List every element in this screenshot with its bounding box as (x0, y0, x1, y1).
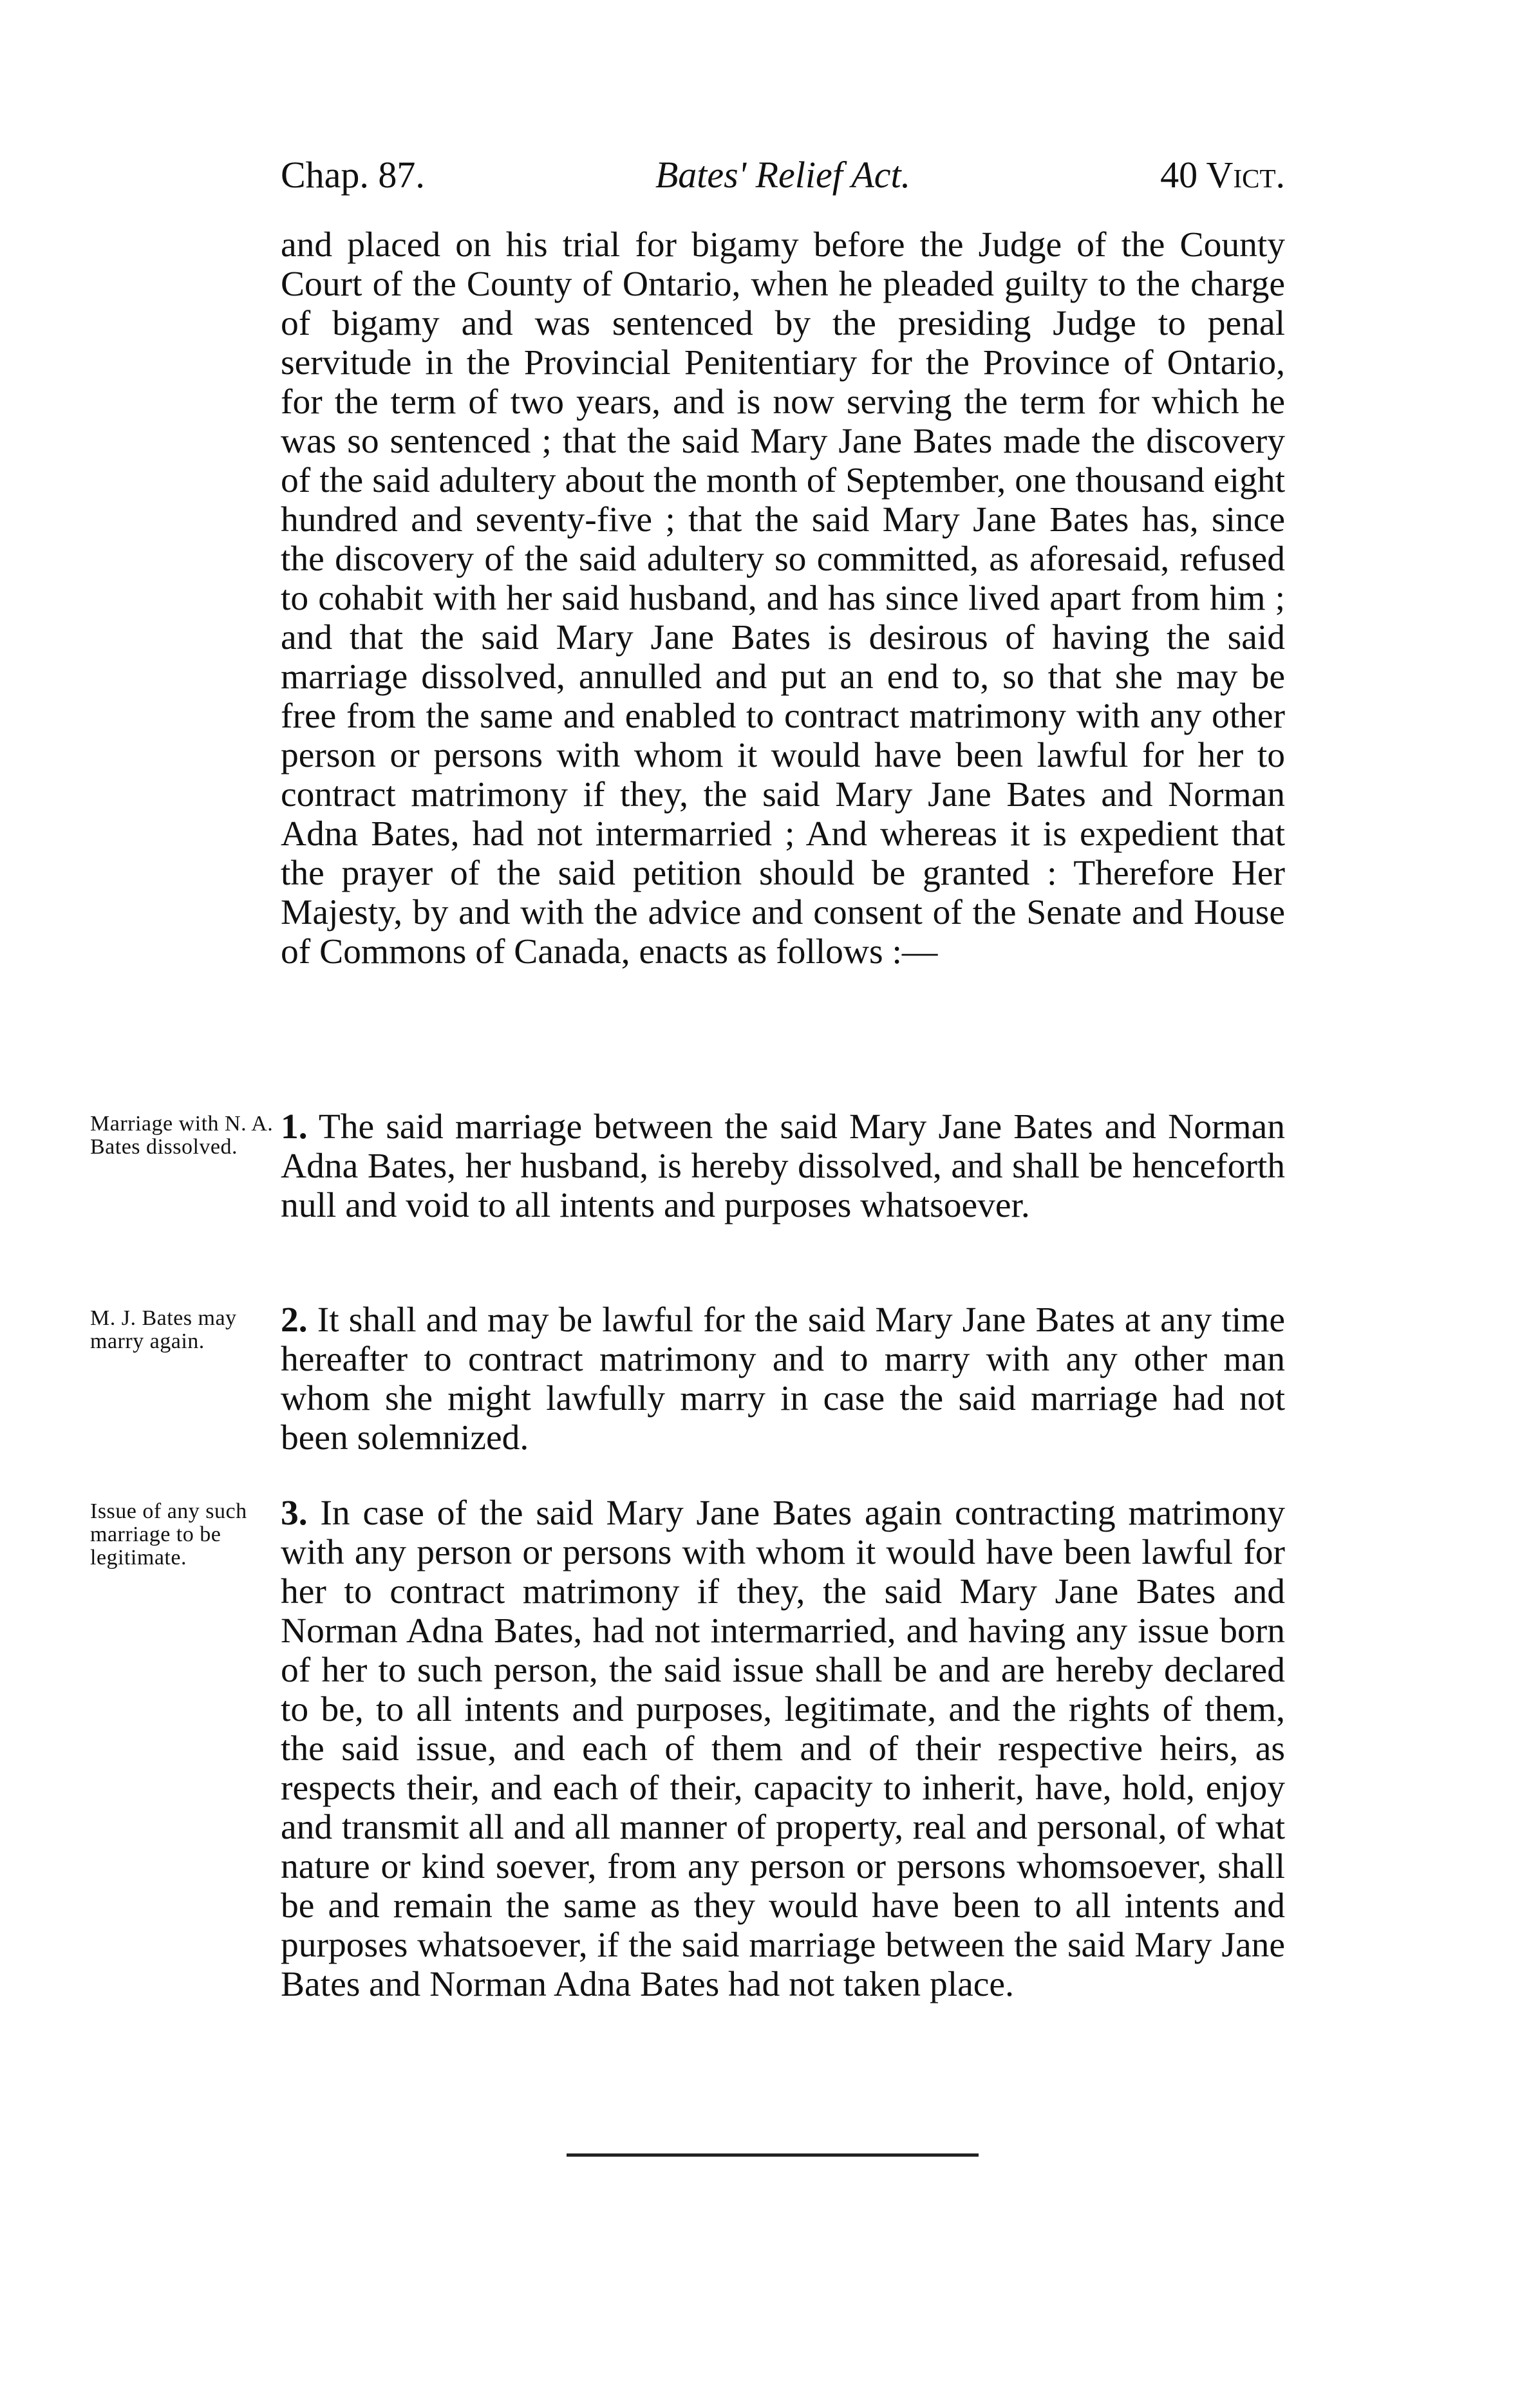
act-title: Bates' Relief Act. (655, 154, 911, 196)
regnal-year: 40 Vict. (1160, 154, 1285, 196)
section-3 (281, 1494, 1285, 2004)
section-number: 2. (281, 1300, 308, 1340)
margin-note-section-2: M. J. Bates may marry again. (90, 1306, 237, 1353)
margin-note-section-1: Marriage with N. A. Bates dissolved. (90, 1112, 274, 1159)
margin-note-section-3: Issue of any such marriage to be legitimate. (90, 1499, 247, 1570)
section-text: In case of the said Mary Jane Bates again contracting matrimony with any person or persons with whom it would have been lawful for her to contract matrimony if they, the said Mary Jane Bates and Norman Adna Bates, had not intermarried, and having any issue born of her to such person, the said issue shall be and are hereby declared to be, to all intents and purposes, legitimate, and the rights of them, the said issue, and each of them and of their respective heirs, as respects their, and each of their, capacity to inherit, have, hold, enjoy and transmit all and all manner of property, real and personal, of what nature or kind soever, from any person or persons whomsoever, shall be and remain the same as they would have been to all intents and purposes whatsoever, if the said marriage between the said Mary Jane Bates and Norman Adna Bates had not taken place. (281, 1494, 1285, 2004)
section-2 (281, 1300, 1285, 1458)
preamble-continued: and placed on his trial for bigamy before the Judge of the County Court of the County of Ontario, when he pleaded guilty to the charge of bigamy and was sentenced by the presiding Judge to penal servitude in the Provincial Penitentiary for the Province of Ontario, for the term of two years, and is now serving the term for which he was so sentenced ; that the said Mary Jane Bates made the discovery of the said adultery about the month of September, one thousand eight hundred and seventy-five ; that the said Mary Jane Bates has, since the discovery of the said adultery so committed, as aforesaid, refused to cohabit with her said husband, and has since lived apart from him ; and that the said Mary Jane Bates is desirous of having the said marriage dissolved, annulled and put an end to, so that she may be free from the same and enabled to contract matrimony with any other person or persons with whom it would have been lawful for her to contract matrimony if they, the said Mary Jane Bates and Norman Adna Bates, had not intermarried ; And whereas it is expedient that the prayer of the said petition should be granted : Therefore Her Majesty, by and with the advice and consent of the Senate and House of Commons of Canada, enacts as follows :— (281, 225, 1285, 971)
section-number: 3. (281, 1494, 308, 1533)
chapter-number: Chap. 87. (281, 154, 425, 196)
running-header (281, 149, 1285, 201)
section-text: It shall and may be lawful for the said Mary Jane Bates at any time hereafter to contract matrimony and to marry with any other man whom she might lawfully marry in case the said marriage had not been solemnized. (281, 1300, 1286, 1458)
section-text: The said marriage between the said Mary Jane Bates and Norman Adna Bates, her husband, is hereby dissolved, and shall be henceforth null and void to all intents and purposes whatsoever. (281, 1107, 1285, 1225)
section-1 (281, 1107, 1285, 1225)
closing-rule (567, 2153, 979, 2157)
section-number: 1. (281, 1107, 308, 1147)
